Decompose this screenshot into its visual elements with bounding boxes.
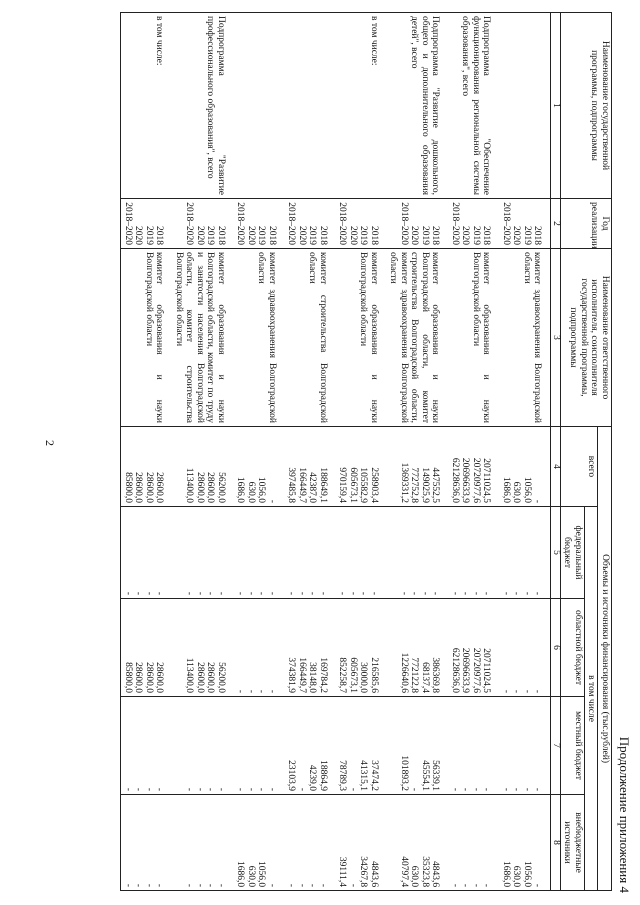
- extra-value: 39111,4: [337, 856, 348, 888]
- header-total: всего: [561, 427, 599, 507]
- year-value: 2020: [511, 226, 522, 245]
- federal-value: -: [481, 591, 492, 595]
- federal-value: -: [337, 591, 348, 595]
- table-row: [285, 13, 329, 891]
- total-value: 630,0: [511, 481, 522, 503]
- extra-value: -: [144, 883, 154, 888]
- year-value: 2020: [409, 226, 420, 245]
- extra-value: 630,0: [409, 865, 420, 888]
- regional-value: 56200,0: [216, 662, 226, 693]
- years-cell: [285, 199, 329, 249]
- extra-value: -: [307, 883, 318, 888]
- header-including: в том числе: [585, 507, 599, 891]
- year-value: 2018: [318, 226, 328, 245]
- regional-value: 166449,7: [297, 657, 307, 693]
- table-row: [387, 13, 442, 891]
- executor-name: комитет здравоохранения Волгоградской области: [500, 249, 544, 427]
- table-row: [500, 13, 544, 891]
- federal-value: -: [318, 591, 328, 595]
- total-value: 42387,0: [307, 472, 318, 503]
- row-spacer: [227, 13, 234, 891]
- extra-value: 1686,0: [235, 860, 246, 888]
- extra-value: 40797,4: [399, 856, 409, 888]
- total-cell: [336, 427, 380, 507]
- local-value: -: [267, 787, 277, 791]
- regional-value: 20720977,6: [471, 647, 481, 693]
- program-name: Подпрограмма "Обеспечение функционирования региональной системы образования", всего: [449, 13, 493, 199]
- row-spacer: [278, 13, 285, 891]
- total-value: 630,0: [246, 481, 256, 503]
- years-cell: [173, 199, 228, 249]
- header-executor: Наименование ответственного исполнителя, соисполнителя государственной программы, подпрограммы: [561, 249, 612, 427]
- regional-value: -: [532, 689, 543, 693]
- federal-value: -: [430, 591, 441, 595]
- header-federal: федеральный бюджет: [561, 507, 585, 599]
- column-number: 4: [551, 427, 561, 507]
- page-number: 2: [43, 440, 57, 446]
- year-value: 2018: [532, 226, 543, 245]
- total-cell: [285, 427, 329, 507]
- federal-value: -: [409, 591, 420, 595]
- federal-value: -: [205, 591, 216, 595]
- year-value: 2019: [205, 226, 216, 245]
- executor-name: комитет образования и науки Волгоградской области, комитет строительства Волгоградской области, комитет здравоохранения Волгоградской области: [387, 249, 442, 427]
- regional-value: 68137,4: [420, 662, 430, 693]
- local-value: 101893,2: [399, 755, 409, 791]
- year-value: 2018: [216, 226, 226, 245]
- column-number: 8: [551, 795, 561, 891]
- extra-value: -: [471, 883, 481, 888]
- row-spacer: [329, 13, 336, 891]
- extra-value: -: [481, 883, 492, 888]
- local-value: -: [511, 787, 522, 791]
- extra-value: -: [318, 883, 328, 888]
- federal-value: -: [471, 591, 481, 595]
- local-value: -: [522, 787, 532, 791]
- row-spacer: [166, 13, 173, 891]
- extra-value: -: [154, 883, 165, 888]
- regional-value: 20711024,5: [481, 648, 492, 693]
- extra-value: -: [348, 883, 358, 888]
- program-name: в том числе:: [121, 13, 166, 199]
- local-value: 4239,0: [307, 764, 318, 791]
- extra-cell: [336, 795, 380, 891]
- year-value: 2019: [144, 226, 154, 245]
- local-value: 37474,2: [369, 760, 379, 791]
- extra-value: -: [460, 883, 471, 888]
- header-funding-group: Объемы и источники финансирования (тыс.рублей): [598, 427, 612, 891]
- total-value: 397485,8: [286, 467, 297, 503]
- federal-cell: [336, 507, 380, 599]
- extra-cell: [285, 795, 329, 891]
- local-value: -: [195, 787, 205, 791]
- total-value: 56200,0: [216, 472, 226, 503]
- year-value: 2018: [267, 226, 277, 245]
- federal-value: -: [267, 591, 277, 595]
- local-value: -: [409, 787, 420, 791]
- total-value: 970159,4: [337, 467, 348, 503]
- header-extra: внебюджетные источники: [561, 795, 585, 891]
- column-number-row: [551, 13, 561, 891]
- regional-value: -: [267, 689, 277, 693]
- appendix-subtitle: Продолжение приложения 4: [617, 736, 632, 893]
- local-cell: [500, 697, 544, 795]
- row-spacer: [493, 13, 500, 891]
- federal-cell: [500, 507, 544, 599]
- executor-name: комитет образования и науки Волгоградской области: [121, 249, 166, 427]
- year-value: 2019: [522, 226, 532, 245]
- year-value: 2019: [420, 226, 430, 245]
- federal-cell: [234, 507, 278, 599]
- extra-cell: [449, 795, 493, 891]
- regional-value: 113400,0: [184, 657, 195, 693]
- federal-cell: [173, 507, 228, 599]
- year-value: 2018: [369, 226, 379, 245]
- program-name: в том числе:: [336, 13, 380, 199]
- table-row: [173, 13, 228, 891]
- extra-value: 1056,0: [522, 860, 532, 888]
- local-value: -: [184, 787, 195, 791]
- local-cell: [285, 697, 329, 795]
- regional-value: 1226640,6: [399, 652, 409, 693]
- federal-value: -: [460, 591, 471, 595]
- total-value: 1369331,2: [399, 462, 409, 503]
- regional-value: -: [256, 689, 267, 693]
- local-value: 18864,9: [318, 760, 328, 791]
- federal-value: -: [235, 591, 246, 595]
- row-spacer: [380, 13, 387, 891]
- regional-value: 605673,1: [348, 657, 358, 693]
- regional-value: 852258,7: [337, 657, 348, 693]
- extra-value: -: [195, 883, 205, 888]
- year-value: 2020: [348, 226, 358, 245]
- total-value: 1686,0: [235, 476, 246, 503]
- extra-value: -: [286, 883, 297, 888]
- local-value: -: [460, 787, 471, 791]
- local-value: -: [246, 787, 256, 791]
- column-number: 3: [551, 249, 561, 427]
- regional-value: 28600,0: [144, 662, 154, 693]
- year-value: 2020: [297, 226, 307, 245]
- total-cell: [234, 427, 278, 507]
- total-value: 20720977,6: [471, 457, 481, 503]
- funding-table: [121, 12, 613, 891]
- federal-value: -: [501, 591, 511, 595]
- extra-value: 630,0: [246, 865, 256, 888]
- local-value: -: [235, 787, 246, 791]
- extra-value: -: [532, 883, 543, 888]
- regional-cell: [121, 599, 166, 697]
- table-row: [121, 13, 166, 891]
- year-value: 2020: [246, 226, 256, 245]
- regional-cell: [500, 599, 544, 697]
- total-cell: [121, 427, 166, 507]
- regional-value: 30000,0: [358, 662, 369, 693]
- federal-value: -: [297, 591, 307, 595]
- year-value: 2018–2020: [286, 202, 297, 245]
- total-value: 105582,9: [358, 467, 369, 503]
- column-number: 6: [551, 599, 561, 697]
- extra-value: -: [297, 883, 307, 888]
- total-value: 28600,0: [144, 472, 154, 503]
- regional-value: 374381,9: [286, 657, 297, 693]
- table-row: [449, 13, 493, 891]
- regional-value: 38148,0: [307, 662, 318, 693]
- total-value: 20711024,5: [481, 458, 492, 503]
- federal-value: -: [216, 591, 226, 595]
- local-value: 78789,3: [337, 760, 348, 791]
- year-value: 2018–2020: [184, 202, 195, 245]
- executor-name: комитет образования и науки Волгоградской области: [336, 249, 380, 427]
- federal-value: -: [123, 591, 133, 595]
- federal-value: -: [286, 591, 297, 595]
- year-value: 2018–2020: [337, 202, 348, 245]
- total-value: 605673,1: [348, 467, 358, 503]
- local-value: -: [450, 787, 460, 791]
- local-value: -: [133, 787, 144, 791]
- years-cell: [234, 199, 278, 249]
- total-cell: [387, 427, 442, 507]
- extra-value: 34267,8: [358, 856, 369, 888]
- extra-value: 1056,0: [256, 860, 267, 888]
- table-row: [234, 13, 278, 891]
- local-value: -: [471, 787, 481, 791]
- local-value: -: [501, 787, 511, 791]
- regional-value: -: [522, 689, 532, 693]
- total-cell: [500, 427, 544, 507]
- year-value: 2020: [133, 226, 144, 245]
- total-value: 447552,5: [430, 467, 441, 503]
- local-value: 23103,9: [286, 760, 297, 791]
- year-value: 2018–2020: [450, 202, 460, 245]
- extra-value: -: [205, 883, 216, 888]
- row-spacer: [442, 13, 449, 891]
- executor-name: комитет строительства Волгоградской области: [285, 249, 329, 427]
- column-number: 2: [551, 199, 561, 249]
- regional-cell: [173, 599, 228, 697]
- regional-value: 169784,2: [318, 657, 328, 693]
- extra-value: -: [184, 883, 195, 888]
- row-spacer: [544, 13, 551, 891]
- header-local: местный бюджет: [561, 697, 585, 795]
- table-body: [121, 13, 551, 891]
- local-cell: [387, 697, 442, 795]
- total-value: 1056,0: [256, 476, 267, 503]
- program-name: [500, 13, 544, 199]
- regional-value: 20696633,9: [460, 647, 471, 693]
- local-cell: [449, 697, 493, 795]
- local-cell: [121, 697, 166, 795]
- local-value: -: [154, 787, 165, 791]
- local-value: -: [297, 787, 307, 791]
- total-value: 772752,8: [409, 467, 420, 503]
- year-value: 2018: [430, 226, 441, 245]
- federal-cell: [121, 507, 166, 599]
- table-row: [336, 13, 380, 891]
- extra-value: 35323,8: [420, 856, 430, 888]
- extra-value: -: [216, 883, 226, 888]
- year-value: 2018–2020: [123, 202, 133, 245]
- local-cell: [173, 697, 228, 795]
- executor-name: комитет здравоохранения Волгоградской области: [234, 249, 278, 427]
- total-value: 28600,0: [195, 472, 205, 503]
- program-name: [234, 13, 278, 199]
- regional-value: 386369,8: [430, 657, 441, 693]
- regional-cell: [387, 599, 442, 697]
- federal-cell: [285, 507, 329, 599]
- regional-value: 772122,8: [409, 657, 420, 693]
- federal-value: -: [450, 591, 460, 595]
- total-value: -: [267, 499, 277, 503]
- extra-cell: [500, 795, 544, 891]
- total-value: 1056,0: [522, 476, 532, 503]
- regional-cell: [234, 599, 278, 697]
- total-cell: [449, 427, 493, 507]
- column-number: 7: [551, 697, 561, 795]
- extra-value: 4843,6: [430, 860, 441, 888]
- federal-value: -: [195, 591, 205, 595]
- column-number: 5: [551, 507, 561, 599]
- total-value: 188649,1: [318, 467, 328, 503]
- extra-value: 630,0: [511, 865, 522, 888]
- federal-cell: [449, 507, 493, 599]
- table-header: [551, 13, 612, 891]
- total-value: 28600,0: [154, 472, 165, 503]
- regional-value: 62128636,0: [450, 647, 460, 693]
- executor-name: комитет образования и науки Волгоградской области: [449, 249, 493, 427]
- total-value: 1686,0: [501, 476, 511, 503]
- regional-cell: [449, 599, 493, 697]
- extra-value: -: [450, 883, 460, 888]
- extra-cell: [387, 795, 442, 891]
- regional-value: 28600,0: [195, 662, 205, 693]
- local-value: -: [123, 787, 133, 791]
- year-value: 2019: [471, 226, 481, 245]
- executor-name: комитет образования и науки Волгоградской области, комитет по труду и занятости населения Волгоградской области, комитет строительства Волгоградской области: [173, 249, 228, 427]
- regional-value: -: [246, 689, 256, 693]
- local-value: -: [216, 787, 226, 791]
- federal-value: -: [348, 591, 358, 595]
- federal-value: -: [511, 591, 522, 595]
- federal-value: -: [133, 591, 144, 595]
- local-value: -: [144, 787, 154, 791]
- program-name: Подпрограмма "Развитие профессионального образования", всего: [173, 13, 228, 199]
- local-cell: [234, 697, 278, 795]
- regional-value: -: [501, 689, 511, 693]
- year-value: 2019: [307, 226, 318, 245]
- header-year: Год реализации: [561, 199, 612, 249]
- total-value: 113400,0: [184, 467, 195, 503]
- extra-value: -: [123, 883, 133, 888]
- regional-value: -: [511, 689, 522, 693]
- regional-cell: [336, 599, 380, 697]
- header-regional: областной бюджет: [561, 599, 585, 697]
- total-value: 85800,0: [123, 472, 133, 503]
- header-program: Наименование государственной программы, подпрограммы: [561, 13, 612, 199]
- total-value: 28600,0: [205, 472, 216, 503]
- regional-value: 85800,0: [123, 662, 133, 693]
- extra-value: -: [133, 883, 144, 888]
- local-value: 45554,1: [420, 760, 430, 791]
- federal-value: -: [246, 591, 256, 595]
- local-value: -: [481, 787, 492, 791]
- total-cell: [173, 427, 228, 507]
- program-name: Подпрограмма "Развитие дошкольного, общего и дополнительного образования детей", всего: [387, 13, 442, 199]
- local-value: -: [256, 787, 267, 791]
- years-cell: [121, 199, 166, 249]
- federal-value: -: [154, 591, 165, 595]
- years-cell: [387, 199, 442, 249]
- total-value: -: [532, 499, 543, 503]
- federal-value: -: [256, 591, 267, 595]
- extra-value: 4843,6: [369, 860, 379, 888]
- extra-cell: [173, 795, 228, 891]
- local-value: 56339,1: [430, 760, 441, 791]
- extra-value: -: [267, 883, 277, 888]
- total-value: 258903,4: [369, 467, 379, 503]
- years-cell: [500, 199, 544, 249]
- federal-value: -: [307, 591, 318, 595]
- total-value: 28600,0: [133, 472, 144, 503]
- federal-value: -: [369, 591, 379, 595]
- local-value: -: [348, 787, 358, 791]
- regional-value: 28600,0: [205, 662, 216, 693]
- local-cell: [336, 697, 380, 795]
- year-value: 2018: [154, 226, 165, 245]
- federal-value: -: [144, 591, 154, 595]
- extra-value: 1686,0: [501, 860, 511, 888]
- program-name: [285, 13, 329, 199]
- federal-value: -: [399, 591, 409, 595]
- year-value: 2018–2020: [235, 202, 246, 245]
- federal-cell: [387, 507, 442, 599]
- regional-value: 216585,6: [369, 657, 379, 693]
- year-value: 2019: [256, 226, 267, 245]
- year-value: 2018–2020: [501, 202, 511, 245]
- regional-value: 28600,0: [154, 662, 165, 693]
- total-value: 62128636,0: [450, 457, 460, 503]
- years-cell: [336, 199, 380, 249]
- local-value: 41315,1: [358, 760, 369, 791]
- extra-cell: [121, 795, 166, 891]
- total-value: 149025,9: [420, 467, 430, 503]
- federal-value: -: [522, 591, 532, 595]
- federal-value: -: [532, 591, 543, 595]
- year-value: 2018: [481, 226, 492, 245]
- local-value: -: [205, 787, 216, 791]
- federal-value: -: [358, 591, 369, 595]
- year-value: 2018–2020: [399, 202, 409, 245]
- year-value: 2020: [460, 226, 471, 245]
- extra-cell: [234, 795, 278, 891]
- federal-value: -: [184, 591, 195, 595]
- regional-value: 28600,0: [133, 662, 144, 693]
- year-value: 2019: [358, 226, 369, 245]
- column-number: 1: [551, 13, 561, 199]
- year-value: 2020: [195, 226, 205, 245]
- total-value: 166449,7: [297, 467, 307, 503]
- years-cell: [449, 199, 493, 249]
- regional-cell: [285, 599, 329, 697]
- total-value: 20696633,9: [460, 457, 471, 503]
- local-value: -: [532, 787, 543, 791]
- regional-value: -: [235, 689, 246, 693]
- federal-value: -: [420, 591, 430, 595]
